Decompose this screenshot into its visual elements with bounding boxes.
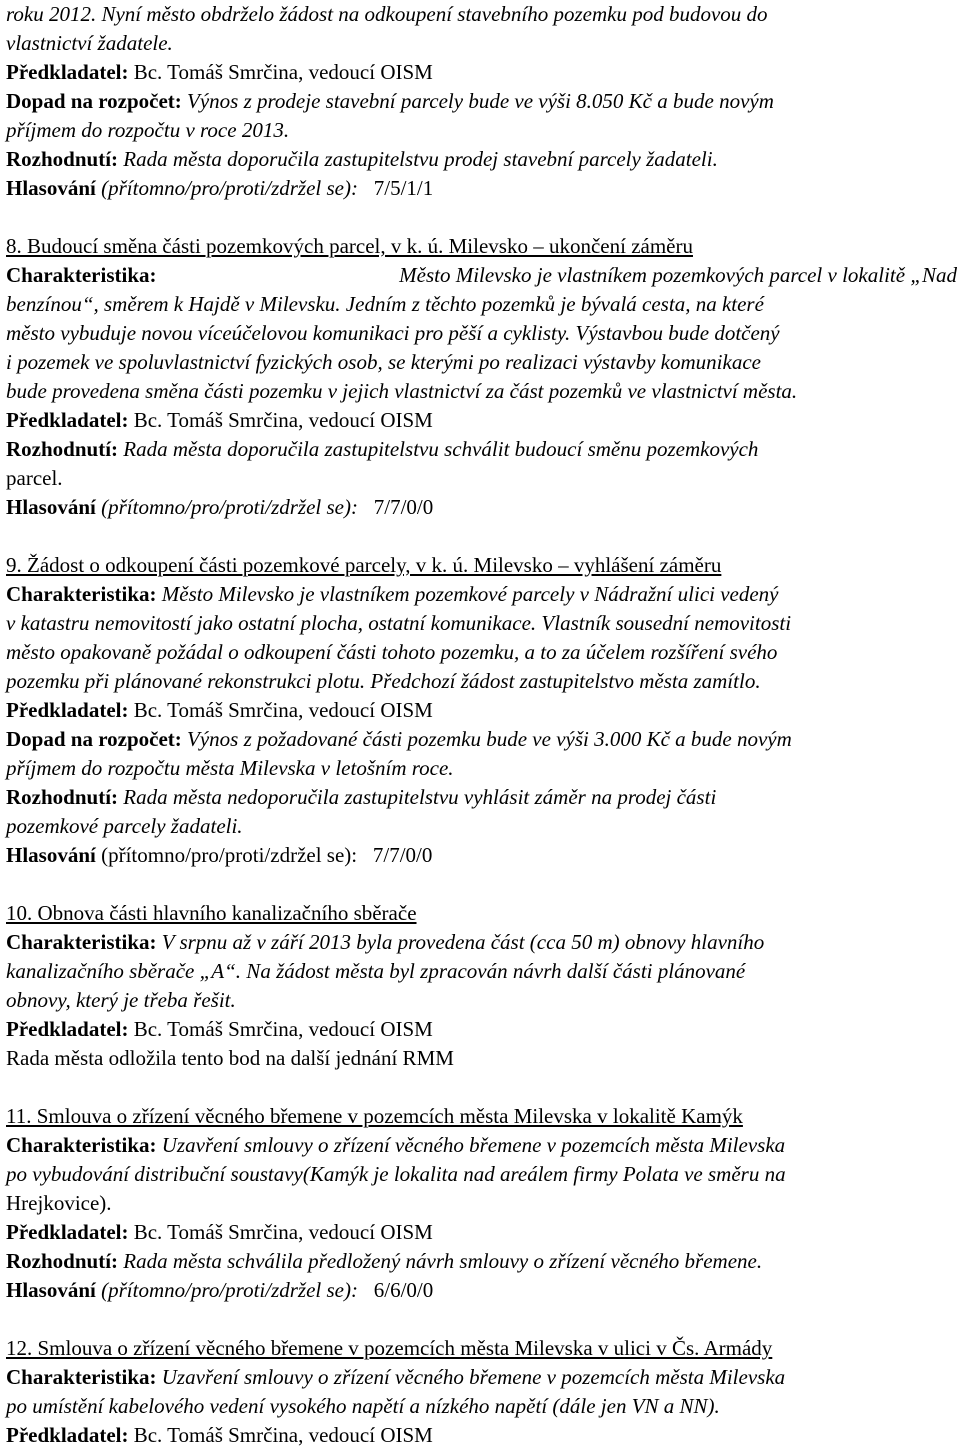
body-text: město opakovaně požádal o odkoupení části tohoto pozemku, a to za účelem rozšíření svého xyxy=(6,640,778,664)
hlasovani-row: Hlasování (přítomno/pro/proti/zdržel se): 7/5/1/1 xyxy=(6,176,434,200)
body-text: vlastnictví žadatele. xyxy=(6,31,173,55)
predkladatel-row: Předkladatel: Bc. Tomáš Smrčina, vedoucí OISM xyxy=(6,1423,433,1447)
spacer xyxy=(6,1073,957,1102)
spacer xyxy=(6,1305,957,1334)
body-text: po umístění kabelového vedení vysokého napětí a nízkého napětí (dále jen VN a NN). xyxy=(6,1394,720,1418)
section-title: 10. Obnova části hlavního kanalizačního sběrače xyxy=(6,901,417,925)
body-text: Hrejkovice). xyxy=(6,1191,112,1215)
predkladatel-row: Předkladatel: Bc. Tomáš Smrčina, vedoucí OISM xyxy=(6,60,433,84)
hlasovani-row: Hlasování (přítomno/pro/proti/zdržel se): 7/7/0/0 xyxy=(6,495,434,519)
body-text: Charakteristika: Město Milevsko je vlastníkem pozemkových parcel v lokalitě „Nad xyxy=(6,263,957,287)
hlasovani-row: Hlasování (přítomno/pro/proti/zdržel se): 6/6/0/0 xyxy=(6,1278,434,1302)
body-text: příjmem do rozpočtu města Milevska v letošním roce. xyxy=(6,756,454,780)
body-text: benzínou“, směrem k Hajdě v Milevsku. Jedním z těchto pozemků je bývalá cesta, na které xyxy=(6,292,764,316)
body-text: Charakteristika: Město Milevsko je vlastníkem pozemkové parcely v Nádražní ulici vedený xyxy=(6,582,779,606)
body-text: obnovy, který je třeba řešit. xyxy=(6,988,236,1012)
section-title: 11. Smlouva o zřízení věcného břemene v pozemcích města Milevska v lokalitě Kamýk xyxy=(6,1104,743,1128)
rozhodnuti-row: Rozhodnutí: Rada města nedoporučila zastupitelstvu vyhlásit záměr na prodej části xyxy=(6,785,717,809)
section-title: 9. Žádost o odkoupení části pozemkové parcely, v k. ú. Milevsko – vyhlášení záměru xyxy=(6,553,722,577)
body-text: pozemku při plánované rekonstrukci plotu. Předchozí žádost zastupitelstvo města zamítlo. xyxy=(6,669,761,693)
body-text: roku 2012. Nyní město obdrželo žádost na odkoupení stavebního pozemku pod budovou do xyxy=(6,2,768,26)
rozhodnuti-row: Rozhodnutí: Rada města schválila předložený návrh smlouvy o zřízení věcného břemene. xyxy=(6,1249,763,1273)
rozhodnuti-row: Rozhodnutí: Rada města doporučila zastupitelstvu schválit budoucí směnu pozemkových xyxy=(6,437,759,461)
spacer xyxy=(6,522,957,551)
body-text: Rada města odložila tento bod na další jednání RMM xyxy=(6,1046,454,1070)
section-title: 12. Smlouva o zřízení věcného břemene v pozemcích města Milevska v ulici v Čs. Armády xyxy=(6,1336,773,1360)
section-title: 8. Budoucí směna části pozemkových parcel, v k. ú. Milevsko – ukončení záměru xyxy=(6,234,693,258)
body-text: po vybudování distribuční soustavy(Kamýk je lokalita nad areálem firmy Polata ve směru na xyxy=(6,1162,786,1186)
dopad-row: Dopad na rozpočet: Výnos z požadované části pozemku bude ve výši 3.000 Kč a bude novým xyxy=(6,727,792,751)
rozhodnuti-row: Rozhodnutí: Rada města doporučila zastupitelstvu prodej stavební parcely žadateli. xyxy=(6,147,718,171)
hlasovani-row: Hlasování (přítomno/pro/proti/zdržel se): 7/7/0/0 xyxy=(6,843,433,867)
predkladatel-row: Předkladatel: Bc. Tomáš Smrčina, vedoucí OISM xyxy=(6,1220,433,1244)
predkladatel-row: Předkladatel: Bc. Tomáš Smrčina, vedoucí OISM xyxy=(6,408,433,432)
body-text: Charakteristika: Uzavření smlouvy o zřízení věcného břemene v pozemcích města Milevska xyxy=(6,1365,786,1389)
body-text: kanalizačního sběrače „A“. Na žádost města byl zpracován návrh další části plánované xyxy=(6,959,746,983)
predkladatel-row: Předkladatel: Bc. Tomáš Smrčina, vedoucí OISM xyxy=(6,1017,433,1041)
body-text: město vybuduje novou víceúčelovou komunikaci pro pěší a cyklisty. Výstavbou bude dotčený xyxy=(6,321,780,345)
predkladatel-row: Předkladatel: Bc. Tomáš Smrčina, vedoucí OISM xyxy=(6,698,433,722)
body-text: Charakteristika: Uzavření smlouvy o zřízení věcného břemene v pozemcích města Milevska xyxy=(6,1133,786,1157)
body-text: bude provedena směna části pozemku v jejich vlastnictví za část pozemků ve vlastnictví města. xyxy=(6,379,798,403)
spacer xyxy=(6,870,957,899)
dopad-row: Dopad na rozpočet: Výnos z prodeje stavební parcely bude ve výši 8.050 Kč a bude novým xyxy=(6,89,774,113)
body-text: v katastru nemovitostí jako ostatní plocha, ostatní komunikace. Vlastník sousední nemovitosti xyxy=(6,611,792,635)
body-text: příjmem do rozpočtu v roce 2013. xyxy=(6,118,290,142)
spacer xyxy=(6,203,957,232)
body-text: Charakteristika: V srpnu až v září 2013 byla provedena část (cca 50 m) obnovy hlavního xyxy=(6,930,765,954)
body-text: parcel. xyxy=(6,466,63,490)
body-text: pozemkové parcely žadateli. xyxy=(6,814,243,838)
body-text: i pozemek ve spoluvlastnictví fyzických osob, se kterými po realizaci výstavby komunikace xyxy=(6,350,761,374)
